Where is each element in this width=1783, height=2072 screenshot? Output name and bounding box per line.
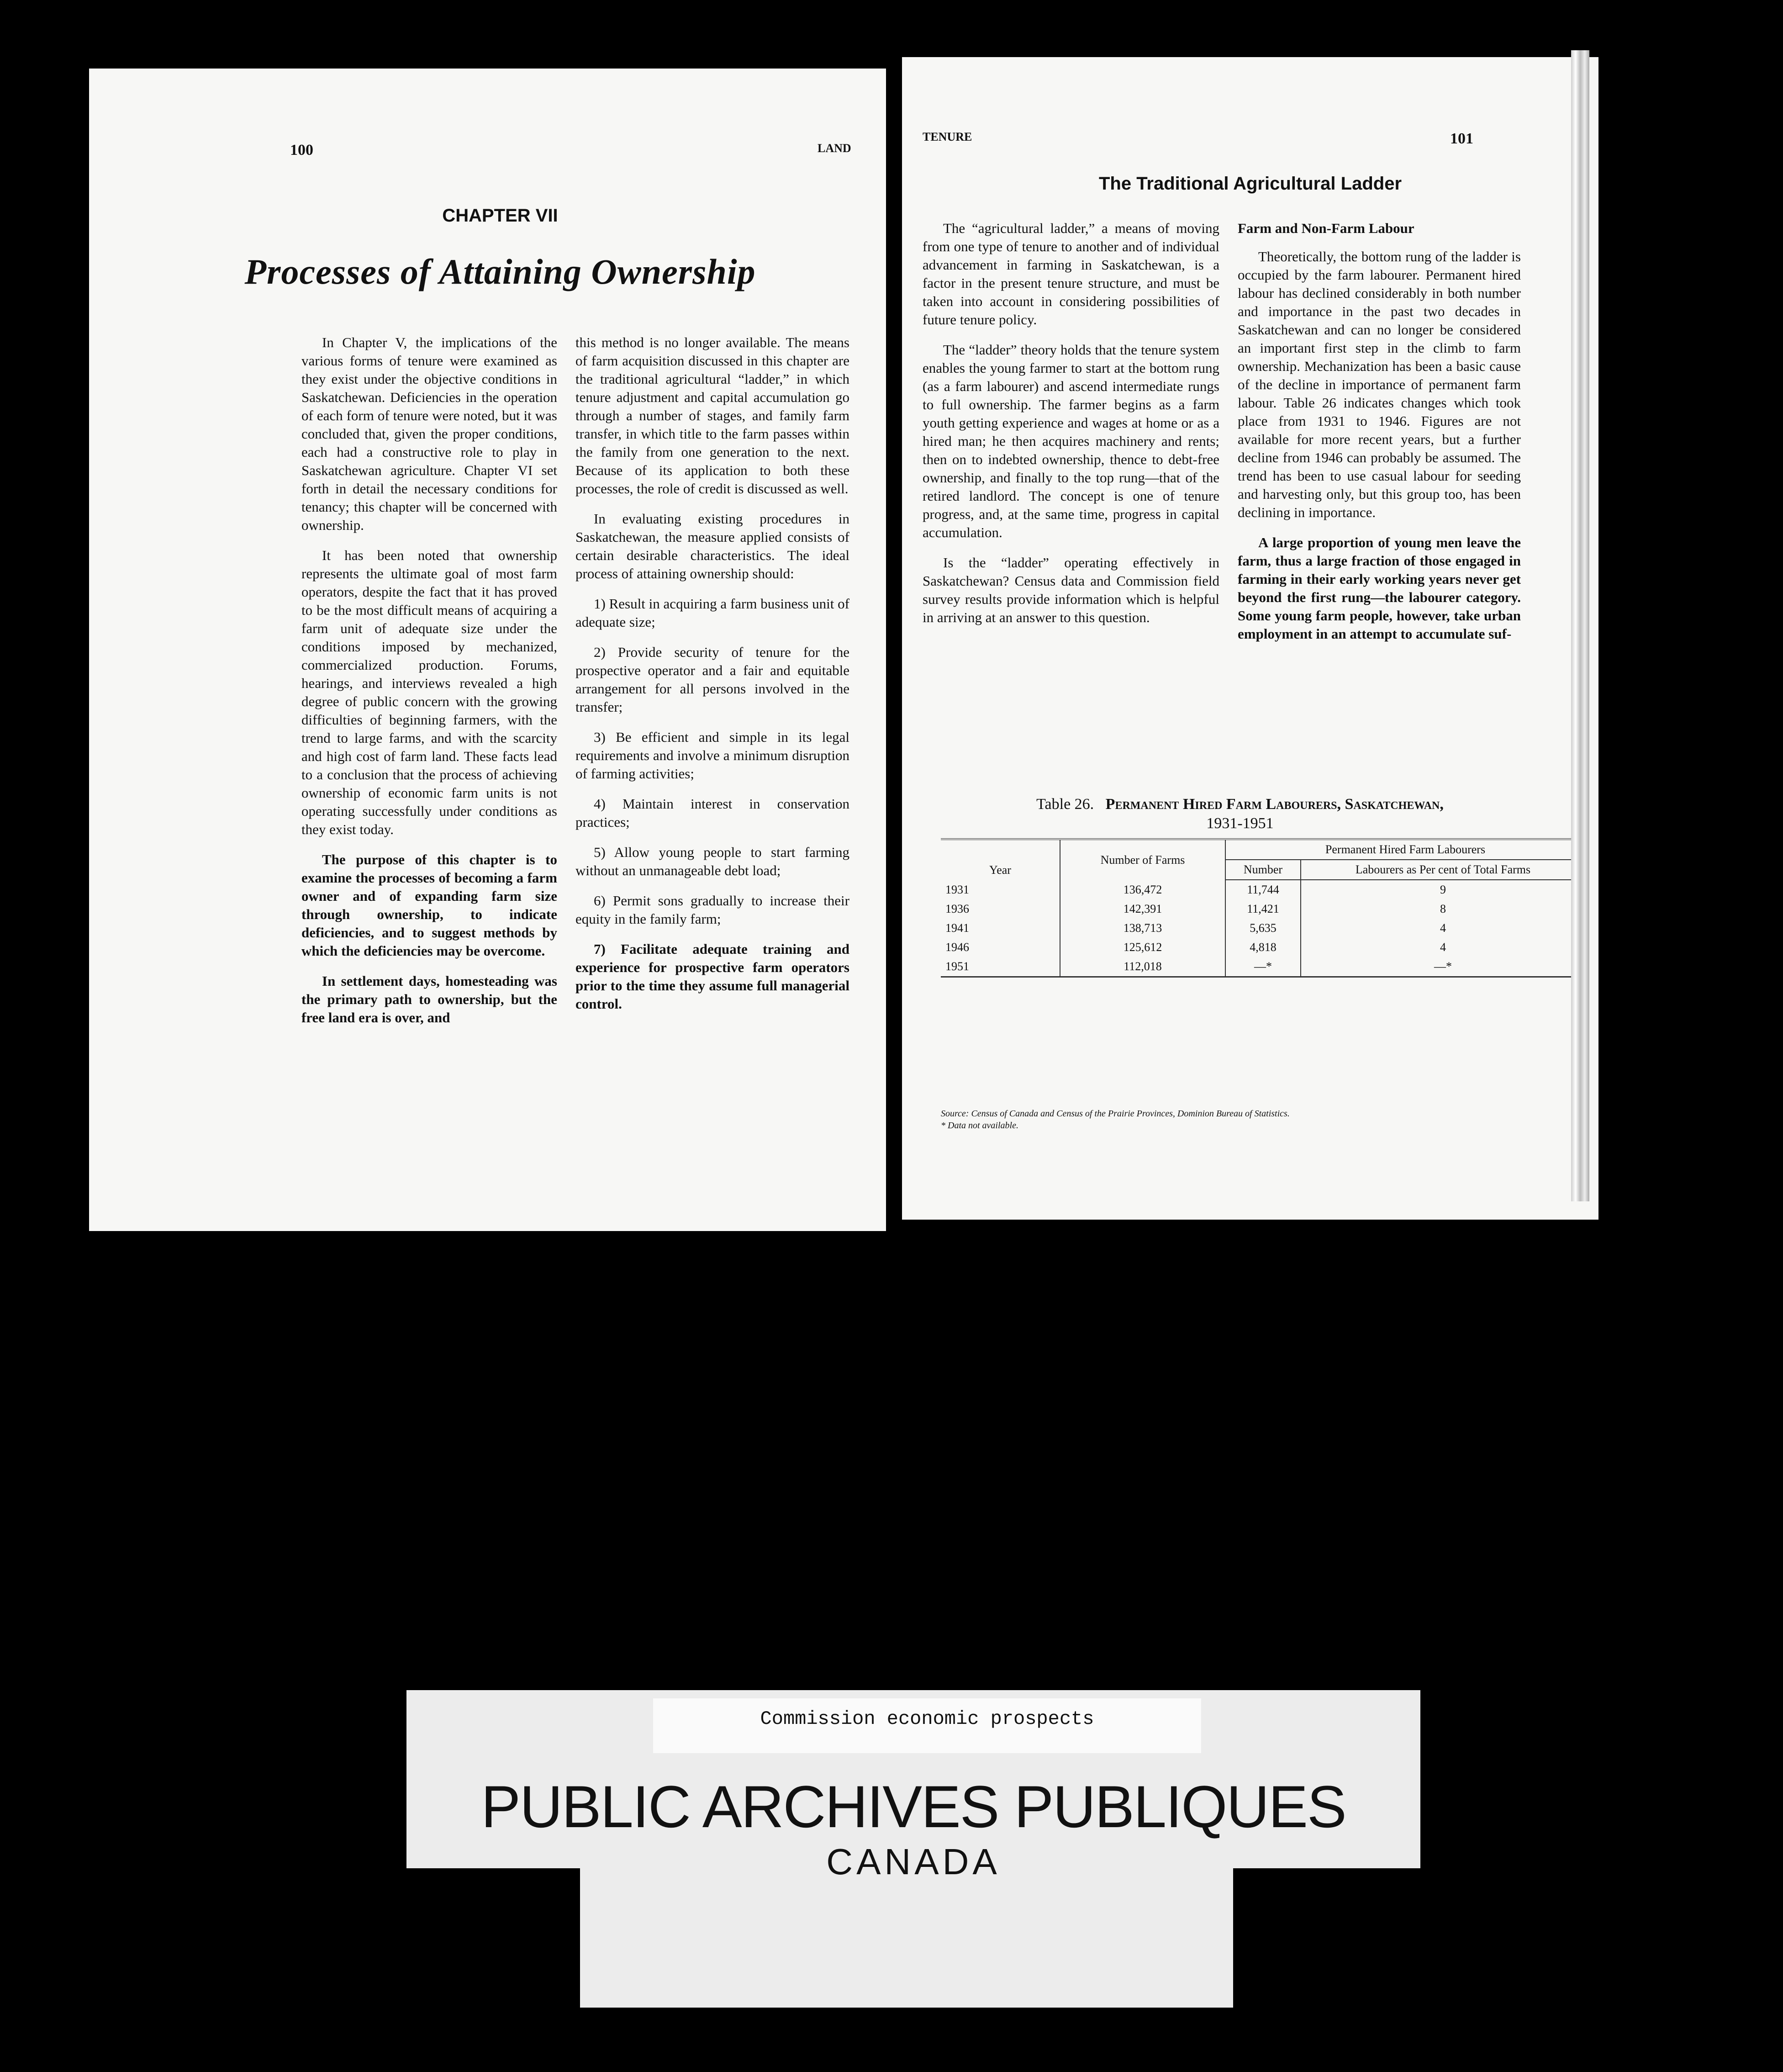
page-number-right: 101 (1450, 130, 1473, 147)
table-years: 1931-1951 (1206, 815, 1274, 832)
paragraph: Is the “ladder” operating effectively in Saskatchewan? Census data and Commission field survey results provide information which is helpful in arriving at an answer to this question. (923, 555, 1219, 625)
book-page-edges (1571, 50, 1589, 1201)
table-row (941, 957, 1585, 977)
cell-number: 5,635 (1225, 919, 1301, 938)
paragraph: It has been noted that ownership represents the ultimate goal of most farm operators, despite the fact that it has proved to be the most difficult means of acquiring a farm unit of adequate size under the conditions imposed by mechanized, commercialized production. Forums, hearings, and interviews revealed a high degree of public concern with the growing difficulties of beginning farmers, with the trend to large farms, and with the scarcity and high cost of farm land. These facts lead to a conclusion that the process of achieving ownership of economic farm units is not operating successfully under conditions as they exist today. (301, 547, 557, 837)
cell-year: 1946 (941, 938, 1060, 957)
table-label: Table 26. (1036, 796, 1094, 813)
paragraph: The “ladder” theory holds that the tenure system enables the young farmer to start at the bottom rung (as a farm labourer) and ascend intermediate rungs to full ownership. The farmer begins as a farm youth getting experience and wages at home or as a hired man; he then acquires machinery and rents; then on to indebted ownership, thence to debt-free ownership, and finally to the top rung—that of the retired landlord. The concept is one of tenure progress, and, at the same time, progress in capital accumulation. (923, 342, 1219, 540)
archive-stamp-title: PUBLIC ARCHIVES PUBLIQUES (481, 1773, 1346, 1840)
chapter-title: Processes of Attaining Ownership (244, 252, 756, 291)
cell-farms: 125,612 (1060, 938, 1225, 957)
subheading: Farm and Non-Farm Labour (1238, 220, 1414, 236)
list-item: 1) Result in acquiring a farm business unit of adequate size; (575, 596, 849, 630)
chapter-label: CHAPTER VII (442, 206, 558, 226)
left-column-1 (301, 333, 557, 1039)
cell-farms: 136,472 (1060, 880, 1225, 899)
cell-number: —* (1225, 957, 1301, 977)
table-row (941, 880, 1585, 899)
cell-farms: 142,391 (1060, 899, 1225, 919)
paragraph: A large proportion of young men leave the farm, thus a large fraction of those engaged in farming in their early working years never get beyond the first rung—the labourer category. Some young farm people, however, take urban employment in an attempt to accumulate suf- (1238, 534, 1521, 642)
cell-percent: 4 (1440, 941, 1446, 954)
footnote: * Data not available. (941, 1121, 1018, 1131)
list-item: 6) Permit sons gradually to increase their equity in the family farm; (575, 893, 849, 927)
archive-stamp-country: CANADA (826, 1841, 1001, 1882)
list-item: 5) Allow young people to start farming without an unmanageable debt load; (575, 844, 849, 878)
table-row (941, 899, 1585, 919)
cell-number: 11,421 (1225, 899, 1301, 919)
table-row (941, 919, 1585, 938)
list-item: 2) Provide security of tenure for the prospective operator and a fair and equitable arrangement for all persons involved in the transfer; (575, 644, 849, 715)
cell-year: 1931 (941, 880, 1060, 899)
cell-percent: 8 (1440, 902, 1446, 915)
right-page (902, 57, 1598, 1220)
table-title: Permanent Hired Farm Labourers, Saskatchewan, (1105, 796, 1444, 813)
archive-label: Commission economic prospects (653, 1698, 1201, 1753)
data-table (941, 838, 1585, 978)
section-title: The Traditional Agricultural Ladder (1098, 174, 1402, 194)
cell-percent: 4 (1440, 921, 1446, 935)
cell-farms: 112,018 (1060, 957, 1225, 977)
header-farms: Number of Farms (1060, 839, 1225, 880)
cell-percent: —* (1434, 960, 1452, 973)
left-column-2 (575, 333, 849, 1025)
cell-year: 1936 (941, 899, 1060, 919)
paragraph: The “agricultural ladder,” a means of moving from one type of tenure to another and of individual advancement in farming in Saskatchewan, is a factor in the present tenure structure, and must be taken into account in considering possibilities of future tenure policy. (923, 220, 1219, 328)
cell-percent: 9 (1440, 883, 1446, 896)
header-percent: Labourers as Per cent of Total Farms (1301, 860, 1585, 880)
list-item: 3) Be efficient and simple in its legal requirements and involve a minimum disruption of farming activities; (575, 729, 849, 782)
table-source (941, 1108, 1585, 1131)
paragraph: The purpose of this chapter is to examine the processes of becoming a farm owner and of expanding farm size through ownership, to indicate deficiencies, and to suggest methods by which the deficiencies may be overcome. (301, 851, 557, 959)
paragraph: In evaluating existing procedures in Saskatchewan, the measure applied consists of certain desirable characteristics. The ideal process of attaining ownership should: (575, 511, 849, 581)
running-head-left: LAND (818, 142, 851, 155)
header-group: Permanent Hired Farm Labourers (1225, 839, 1585, 860)
left-page (89, 69, 886, 1231)
paragraph: Theoretically, the bottom rung of the ladder is occupied by the farm labourer. Permanent hired labour has declined considerably in both number and importance in the past two decades in Saskatchewan and can no longer be considered an important first step in the climb to farm ownership. Mechanization has been a basic cause of the decline in importance of permanent farm labour. Table 26 indicates changes which took place from 1931 to 1946. Figures are not available for more recent years, but a further decline from 1946 can probably be assumed. The trend has been to use casual labour for seeding and harvesting only, but this group too, has been declining in importance. (1238, 248, 1521, 520)
paragraph: In settlement days, homesteading was the primary path to ownership, but the free land era is over, and (301, 973, 557, 1025)
cell-year: 1941 (941, 919, 1060, 938)
running-head-right: TENURE (923, 130, 972, 143)
paragraph: this method is no longer available. The means of farm acquisition discussed in this chapter are the traditional agricultural “ladder,” in which tenure adjustment and capital accumulation go through a number of stages, and family farm transfer, in which title to the farm passes within the family from one generation to the next. Because of its application to both these processes, the role of credit is discussed as well. (575, 334, 849, 497)
table-caption (916, 795, 1564, 833)
cell-farms: 138,713 (1060, 919, 1225, 938)
cell-year: 1951 (941, 957, 1060, 977)
list-item: 7) Facilitate adequate training and experience for prospective farm operators prior to the time they assume full managerial control. (575, 941, 849, 1012)
list-item: 4) Maintain interest in conservation practices; (575, 796, 849, 830)
paragraph: In Chapter V, the implications of the various forms of tenure were examined as they exist under the objective conditions in Saskatchewan. Deficiencies in the operation of each form of tenure were noted, but it was concluded that, given the proper conditions, each had a constructive role to play in Saskatchewan agriculture. Chapter VI set forth in detail the necessary conditions for tenancy; this chapter will be concerned with ownership. (301, 334, 557, 533)
header-year: Year (941, 839, 1060, 880)
right-column-2 (1238, 219, 1521, 655)
table-row (941, 938, 1585, 957)
right-column-1 (923, 219, 1219, 639)
header-number: Number (1225, 860, 1301, 880)
source-note: Source: Census of Canada and Census of the Prairie Provinces, Dominion Bureau of Statistics. (941, 1109, 1290, 1119)
cell-number: 11,744 (1225, 880, 1301, 899)
page-number-left: 100 (290, 142, 313, 159)
cell-number: 4,818 (1225, 938, 1301, 957)
